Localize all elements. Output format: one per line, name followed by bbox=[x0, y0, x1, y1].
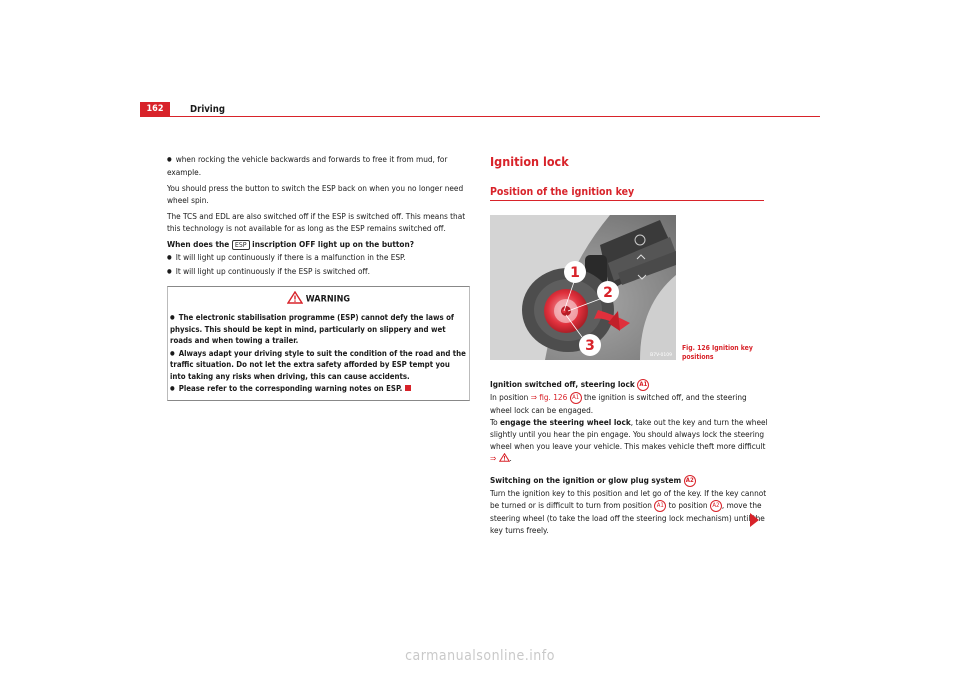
figure-code: B7V-0109 bbox=[650, 353, 672, 358]
position-a1-icon: A1 bbox=[637, 379, 649, 391]
right-column bbox=[490, 378, 770, 536]
para-position-a2: Turn the ignition key to this position and let go of the key. If the key cannot be turned or is difficult to turn from position A1 to position A2 , move the steering wheel (to take the load off the steering lock mechanism) until the key turns freely. bbox=[490, 488, 767, 535]
bullet-malfunction: ● It will light up continuously if there is a malfunction in the ESP. bbox=[167, 251, 470, 264]
position-a2-icon: A2 bbox=[710, 500, 722, 512]
figure-label-1 bbox=[564, 261, 586, 283]
header-title: Driving bbox=[190, 104, 225, 115]
warning-item-driving-style: ● Always adapt your driving style to suit the condition of the road and the traffic situation. Do not let the extra safety afforded by ESP tempt you into taking any risks when driving, this can cause accidents. bbox=[170, 348, 467, 383]
position-a1-icon: A1 bbox=[654, 500, 666, 512]
para-steering-lock: To engage the steering wheel lock, take out the key and turn the wheel slightly until you hear the pin engage. You should always lock the steering wheel when you leave your vehicle. This makes vehicle theft more difficult ⇒ . bbox=[490, 417, 768, 463]
left-column bbox=[167, 153, 470, 401]
position-a1-icon: A1 bbox=[570, 392, 582, 404]
para-position-a1: In position ⇒ fig. 126 A1 the ignition is switched off, and the steering wheel lock can be engaged. bbox=[490, 392, 747, 415]
warning-triangle-icon bbox=[287, 297, 306, 307]
warning-item-refer: ● Please refer to the corresponding warning notes on ESP. bbox=[170, 383, 467, 395]
warning-box bbox=[167, 286, 470, 401]
para-tcs-edl: The TCS and EDL are also switched off if the ESP is switched off. This means that this technology is not available for as long as the ESP remains switched off. bbox=[167, 211, 466, 233]
warning-link[interactable]: ⇒ bbox=[490, 453, 510, 463]
heading-ignition-off: Ignition switched off, steering lock A1 bbox=[490, 378, 770, 391]
page-number: 162 bbox=[140, 102, 170, 116]
warning-triangle-icon bbox=[499, 453, 510, 462]
fig-126-link[interactable]: ⇒ fig. 126 bbox=[530, 392, 568, 402]
figure-label-2 bbox=[597, 281, 619, 303]
next-page-arrow-icon[interactable] bbox=[750, 513, 759, 527]
ignition-key-figure bbox=[490, 215, 676, 360]
esp-button-icon: ESP bbox=[232, 240, 250, 250]
watermark: carmanualsonline.info bbox=[405, 648, 555, 664]
section-title: Ignition lock bbox=[490, 154, 569, 169]
svg-text:3: 3 bbox=[585, 338, 595, 354]
bullet-rocking: ● when rocking the vehicle backwards and forwards to free it from mud, for example. bbox=[167, 153, 470, 178]
warning-heading: WARNING bbox=[170, 291, 467, 308]
svg-text:1: 1 bbox=[570, 265, 580, 281]
svg-text:2: 2 bbox=[603, 285, 613, 301]
warning-item-physics: ● The electronic stabilisation programme (ESP) cannot defy the laws of physics. This should be kept in mind, particularly on slippery and wet roads and when towing a trailer. bbox=[170, 312, 467, 347]
subsection-rule bbox=[490, 200, 764, 201]
figure-label-3 bbox=[579, 334, 601, 356]
figure-caption: Fig. 126 Ignition key positions bbox=[682, 344, 753, 361]
header-rule bbox=[140, 116, 820, 117]
ignition-key-illustration bbox=[490, 215, 676, 360]
heading-ignition-on: Switching on the ignition or glow plug system A2 bbox=[490, 474, 770, 487]
question-esp-off: When does the ESP inscription OFF light up on the button? bbox=[167, 239, 414, 249]
subsection-title: Position of the ignition key bbox=[490, 186, 635, 198]
para-switch-esp-on: You should press the button to switch the ESP back on when you no longer need wheel spin. bbox=[167, 183, 464, 205]
bullet-switched-off: ● It will light up continuously if the ESP is switched off. bbox=[167, 265, 470, 278]
position-a2-icon: A2 bbox=[684, 475, 696, 487]
section-end-icon bbox=[405, 385, 411, 391]
